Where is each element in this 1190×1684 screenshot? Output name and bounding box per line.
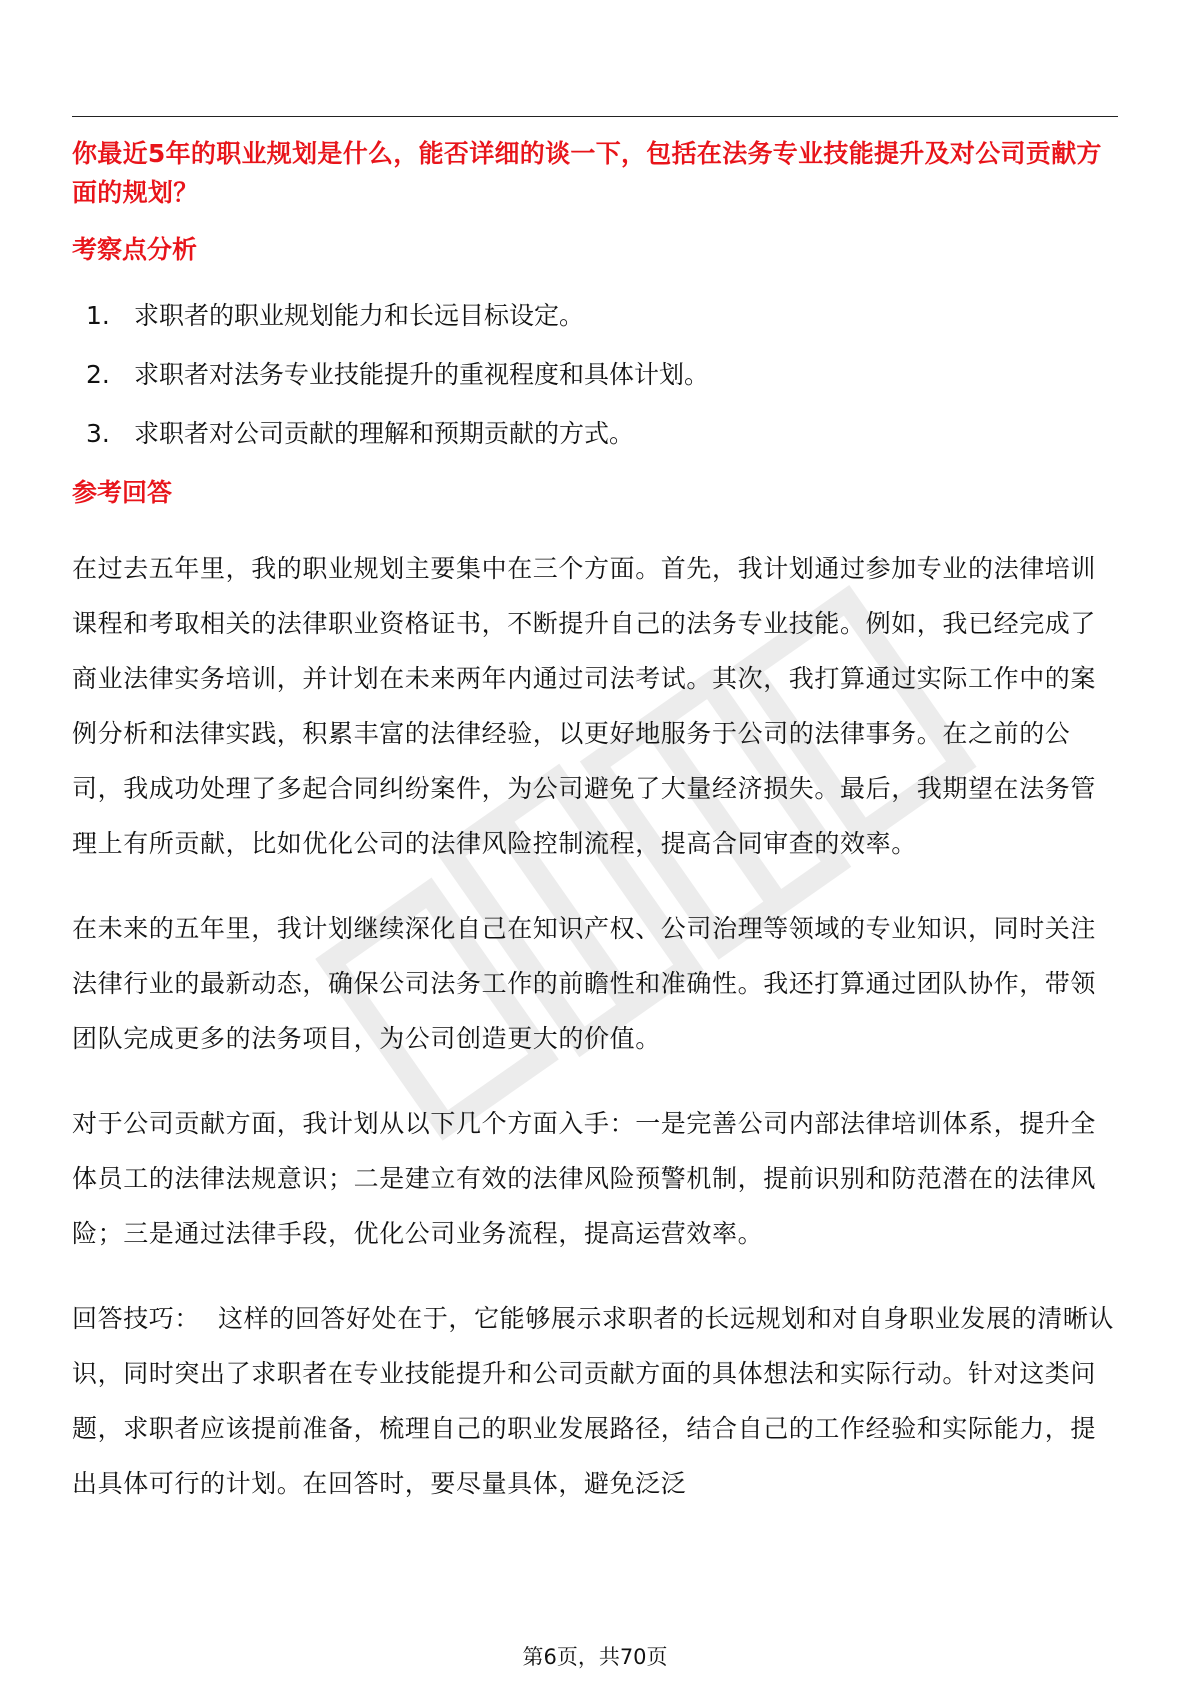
header-rule [72,116,1118,117]
list-item-text: 求职者对法务专业技能提升的重视程度和具体计划。 [134,360,710,389]
answer-tips-paragraph [72,1291,1118,1511]
document-body [72,134,1118,1511]
question-heading: 你最近5年的职业规划是什么，能否详细的谈一下，包括在法务专业技能提升及对公司贡献方面的规划？ [72,139,1102,207]
list-item-number: 2. [86,360,110,389]
list-item-text: 求职者对公司贡献的理解和预期贡献的方式。 [134,419,635,448]
tips-text: 这样的回答好处在于，它能够展示求职者的长远规划和对自身职业发展的清晰认识，同时突出了求职者在专业技能提升和公司贡献方面的具体想法和实际行动。针对这类问题，求职者应该提前准备，梳理自己的职业发展路径，结合自己的工作经验和实际能力，提出具体可行的计划。在回答时，要尽量具体，避免泛泛 [72,1304,1115,1498]
answer-paragraph-3: 对于公司贡献方面，我计划从以下几个方面入手：一是完善公司内部法律培训体系，提升全体员工的法律法规意识；二是建立有效的法律风险预警机制，提前识别和防范潜在的法律风险；三是通过法律手段，优化公司业务流程，提高运营效率。 [72,1109,1097,1248]
analysis-points-list [72,298,1118,452]
page-number-footer: 第6页，共70页 [522,1645,668,1669]
list-item-number: 3. [86,419,110,448]
list-item [72,357,1118,393]
answer-paragraph-2: 在未来的五年里，我计划继续深化自己在知识产权、公司治理等领域的专业知识，同时关注法律行业的最新动态，确保公司法务工作的前瞻性和准确性。我还打算通过团队协作，带领团队完成更多的法务项目，为公司创造更大的价值。 [72,914,1097,1053]
tips-label: 回答技巧： [72,1304,201,1333]
list-item [72,416,1118,452]
list-item-number: 1. [86,301,110,330]
list-item [72,298,1118,334]
answer-title: 参考回答 [72,478,173,507]
analysis-title: 考察点分析 [72,235,198,264]
list-item-text: 求职者的职业规划能力和长远目标设定。 [134,301,585,330]
answer-paragraph-1: 在过去五年里，我的职业规划主要集中在三个方面。首先，我计划通过参加专业的法律培训课程和考取相关的法律职业资格证书，不断提升自己的法务专业技能。例如，我已经完成了商业法律实务培训，并计划在未来两年内通过司法考试。其次，我打算通过实际工作中的案例分析和法律实践，积累丰富的法律经验，以更好地服务于公司的法律事务。在之前的公司，我成功处理了多起合同纠纷案件，为公司避免了大量经济损失。最后，我期望在法务管理上有所贡献，比如优化公司的法律风险控制流程，提高合同审查的效率。 [72,554,1097,858]
